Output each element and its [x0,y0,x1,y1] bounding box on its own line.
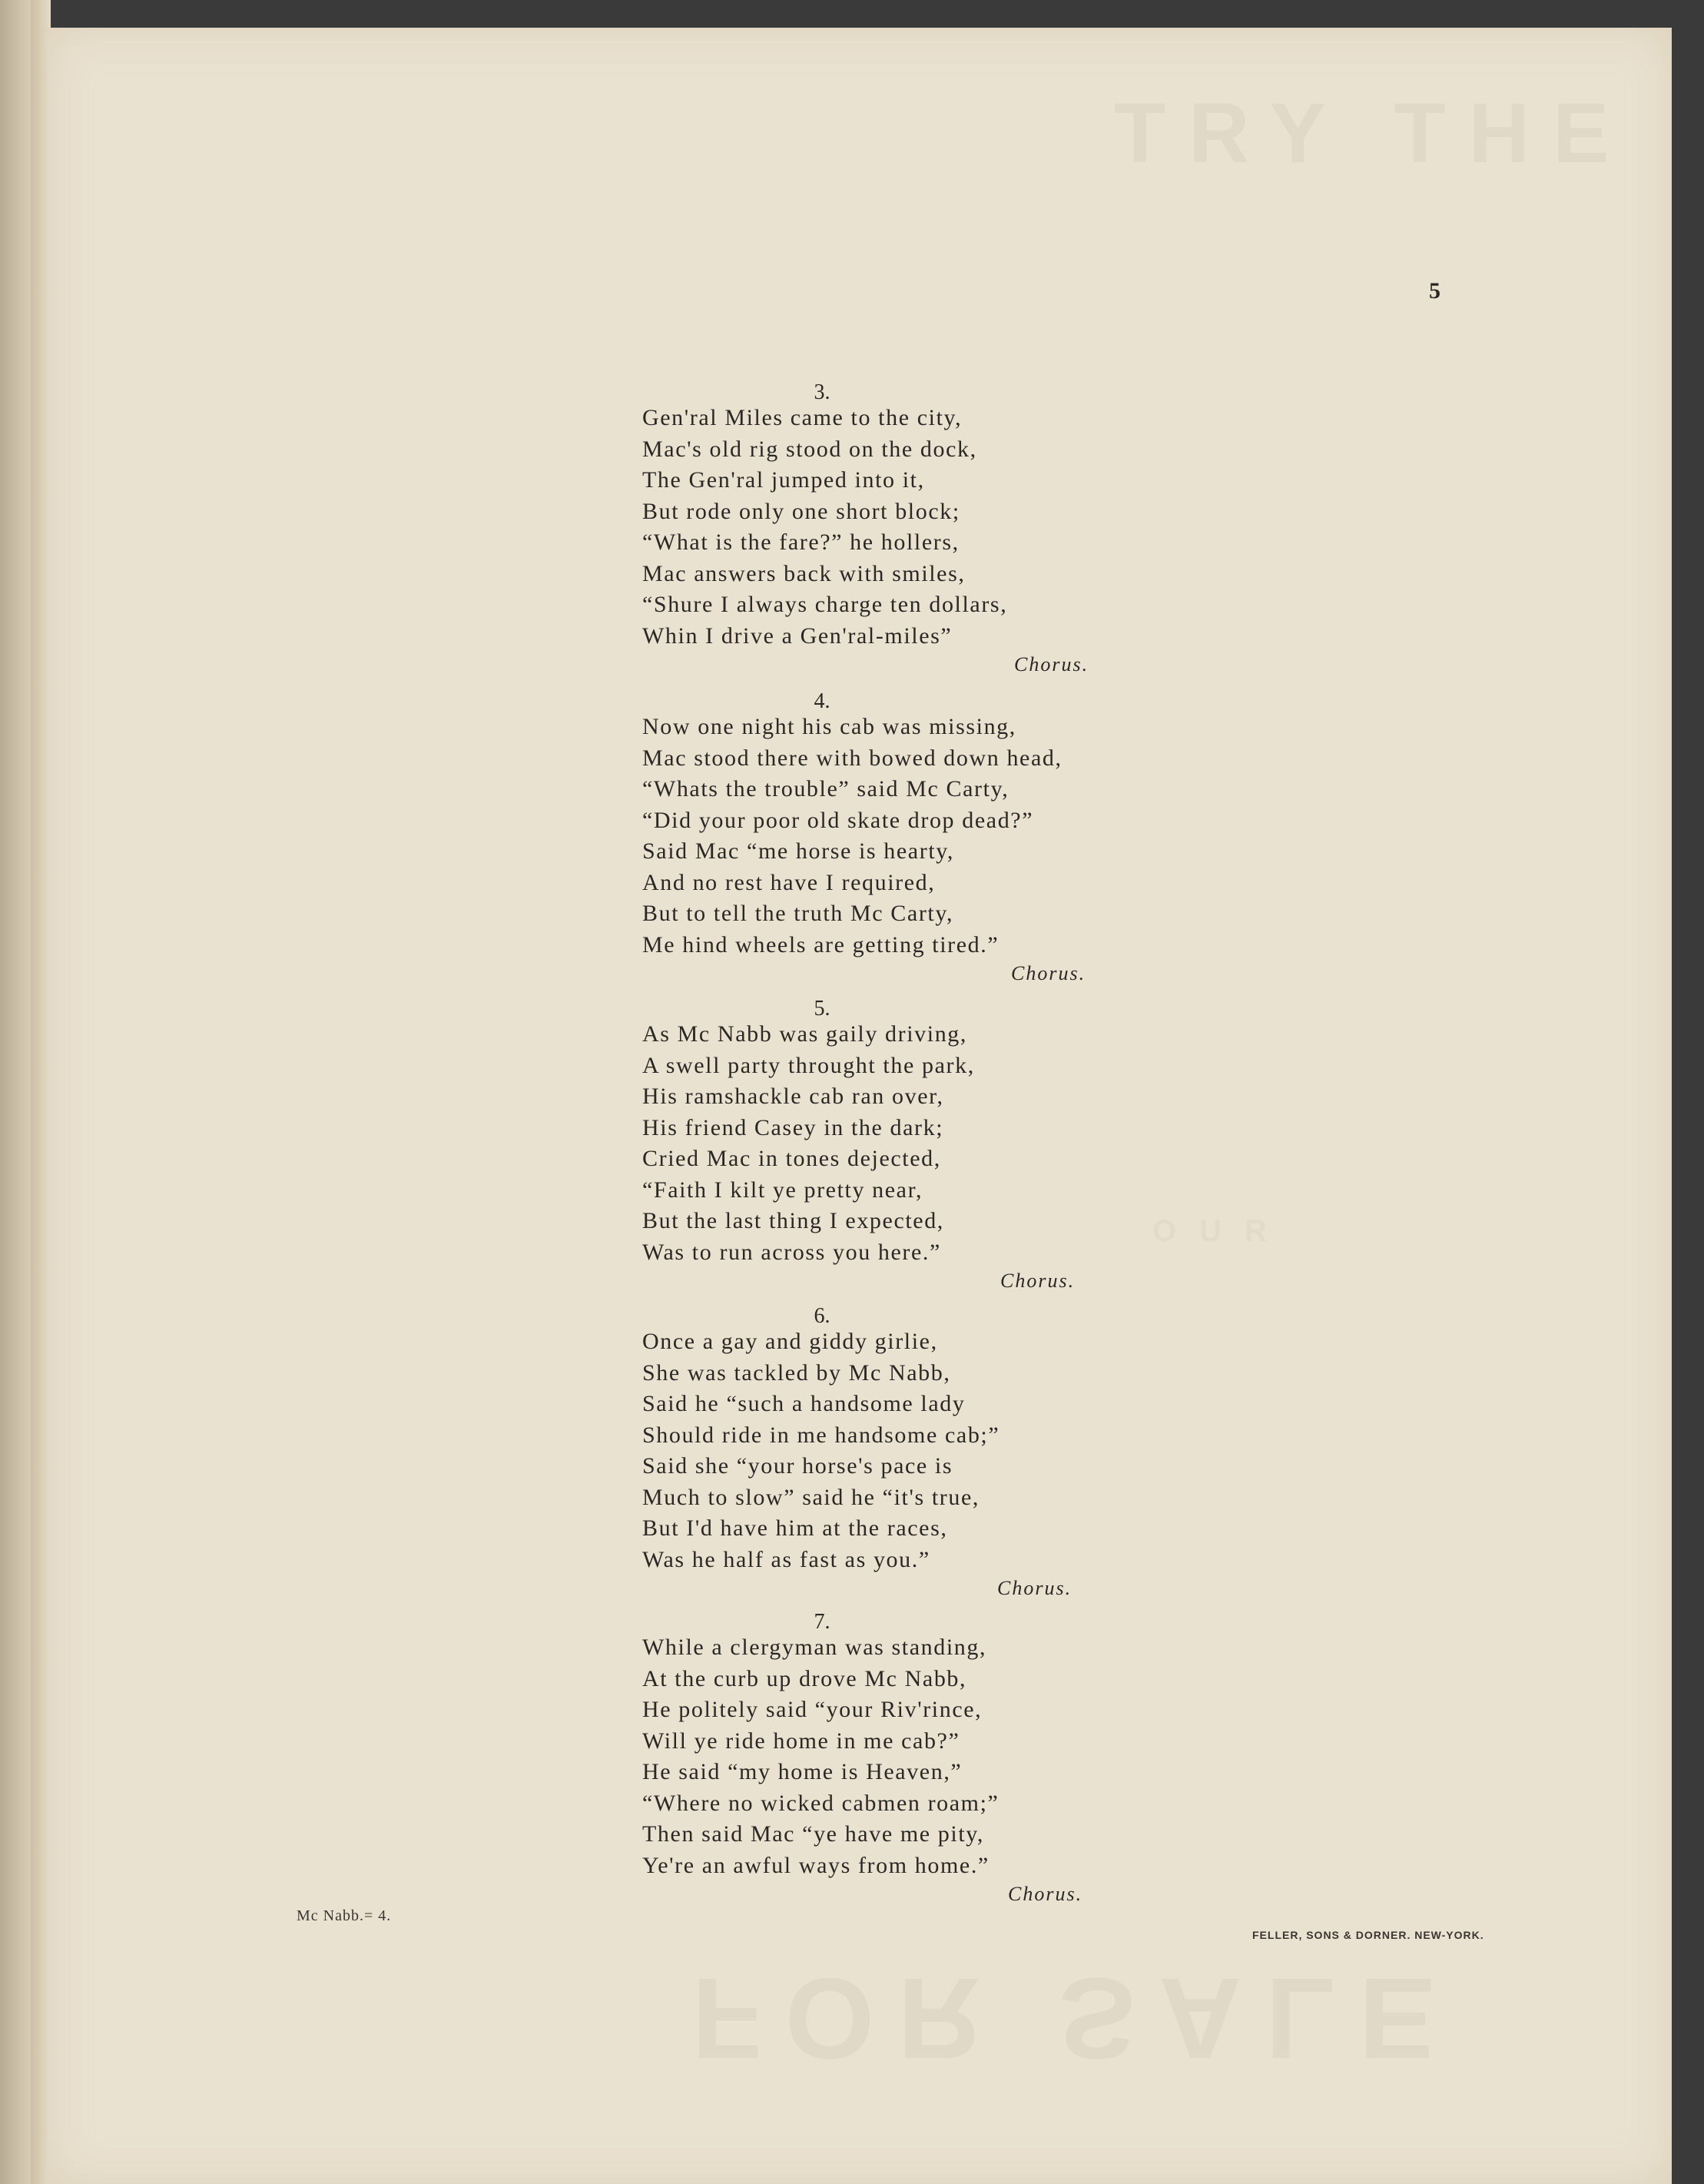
chorus-cue: Chorus. [1000,1270,1076,1292]
lyric-line: Said Mac “me horse is hearty, [642,838,955,864]
adjacent-page-edge [0,0,31,2184]
reverse-side-bleed-through: TRY THE [1114,86,1633,181]
lyric-line: Mac stood there with bowed down head, [642,745,1063,771]
lyric-line: She was tackled by Mc Nabb, [642,1359,951,1386]
lyric-line: While a clergyman was standing, [642,1635,987,1660]
lyric-line: Once a gay and giddy girlie, [642,1329,938,1354]
lyric-line: “Did your poor old skate drop dead?” [642,807,1034,833]
lyric-line: But I'd have him at the races, [642,1515,948,1541]
page-number: 5 [1429,278,1440,304]
lyric-line: Said he “such a handsome lady [642,1391,966,1416]
lyric-line: “Faith I kilt ye pretty near, [642,1177,923,1203]
lyric-line: His ramshackle cab ran over, [642,1084,944,1109]
lyric-line: Will ye ride home in me cab?” [642,1728,960,1754]
lyric-line: “Shure I always charge ten dollars, [642,592,1008,617]
lyric-line: Ye're an awful ways from home.” [642,1852,990,1878]
lyric-line: Mac's old rig stood on the dock, [642,436,977,462]
chorus-cue: Chorus. [997,1577,1072,1599]
lyric-line: But to tell the truth Mc Carty, [642,901,954,926]
verse-number: 4. [814,689,830,713]
lyric-line: As Mc Nabb was gaily driving, [642,1021,968,1047]
lyric-line: Said she “your horse's pace is [642,1453,953,1479]
lyric-line: Whin I drive a Gen'ral-miles” [642,622,953,649]
lyric-line: He said “my home is Heaven,” [642,1759,963,1784]
lyric-line: Then said Mac “ye have me pity, [642,1821,985,1847]
chorus-cue: Chorus. [1008,1883,1083,1905]
lyric-line: He politely said “your Riv'rince, [642,1697,983,1722]
chorus-cue: Chorus. [1014,653,1089,675]
lyric-line: Me hind wheels are getting tired.” [642,931,1000,958]
lyric-line: Now one night his cab was missing, [642,714,1016,739]
lyric-line: His friend Casey in the dark; [642,1114,944,1140]
verse-number: 6. [814,1304,830,1328]
lyric-line: Much to slow” said he “it's true, [642,1484,980,1510]
lyric-line: “Where no wicked cabmen roam;” [642,1790,1000,1816]
lyric-line: Was he half as fast as you.” [642,1546,930,1572]
lyric-line: But the last thing I expected, [642,1208,944,1233]
lyric-line: Mac answers back with smiles, [642,560,966,586]
engraver-imprint: FELLER, SONS & DORNER. NEW-YORK. [1252,1929,1484,1941]
lyric-line: “Whats the trouble” said Mc Carty, [642,776,1009,802]
lyric-line: Gen'ral Miles came to the city, [642,405,963,430]
verse-number: 5. [814,997,830,1021]
lyric-line: Cried Mac in tones dejected, [642,1146,941,1171]
lyric-line: Should ride in me handsome cab;” [642,1422,1000,1448]
lyric-line: And no rest have I required, [642,869,936,895]
verse-number: 7. [814,1610,830,1634]
reverse-side-bleed-through: OUR [1152,1214,1290,1248]
lyric-line: Was to run across you here.” [642,1239,941,1265]
lyric-line: At the curb up drove Mc Nabb, [642,1665,967,1691]
lyric-line: A swell party throught the park, [642,1052,975,1078]
lyric-line: “What is the fare?” he hollers, [642,529,960,555]
reverse-side-bleed-through: FOR SALE [691,1954,1459,2083]
lyric-line: The Gen'ral jumped into it, [642,467,925,493]
plate-number: Mc Nabb.= 4. [297,1907,392,1924]
lyric-line: But rode only one short block; [642,498,960,524]
chorus-cue: Chorus. [1011,962,1086,984]
verse-number: 3. [814,380,830,404]
